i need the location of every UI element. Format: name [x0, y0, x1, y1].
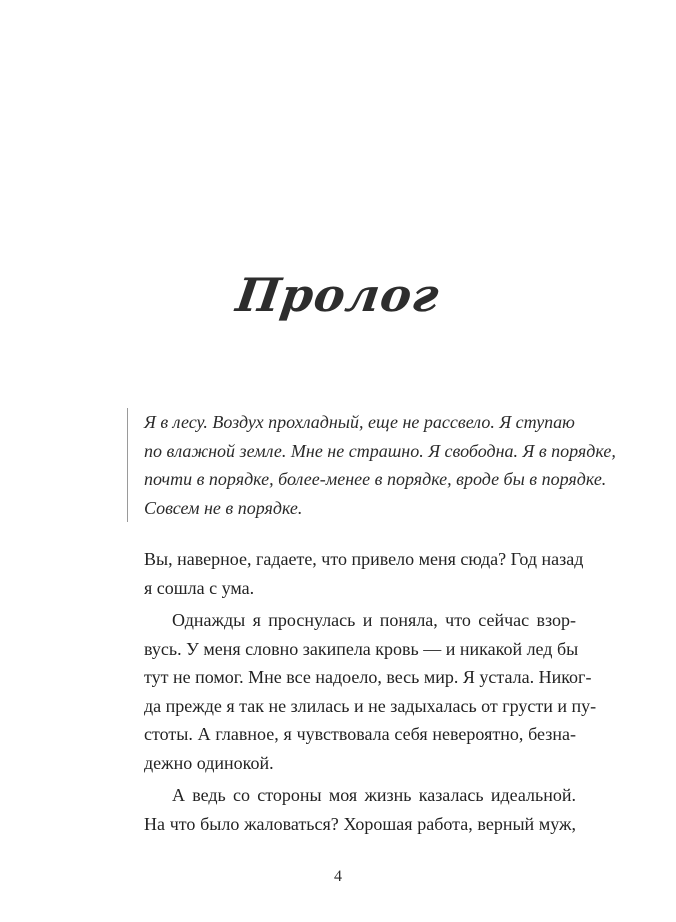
body-line: На что было жаловаться? Хорошая работа, верный муж,	[144, 813, 576, 834]
body-line: дежно одинокой.	[144, 752, 274, 773]
page-number: 4	[334, 868, 342, 885]
epigraph-line: по влажной земле. Мне не страшно. Я свободна. Я в порядке,	[144, 440, 616, 461]
body-line: Вы, наверное, гадаете, что привело меня сюда? Год назад	[144, 549, 584, 569]
epigraph	[127, 408, 616, 522]
epigraph-line: Я в лесу. Воздух прохладный, еще не рассвело. Я ступаю	[144, 412, 575, 432]
epigraph-line: Совсем не в порядке.	[144, 497, 303, 518]
chapter-title: Пролог	[232, 268, 444, 322]
body-line: стоты. А главное, я чувствовала себя невероятно, безна-	[144, 724, 576, 744]
body-line: Однажды я проснулась и поняла, что сейчас взор-	[172, 610, 576, 630]
body-line: А ведь со стороны моя жизнь казалась идеальной.	[172, 785, 576, 805]
body-text	[144, 545, 597, 838]
epigraph-line: почти в порядке, более-менее в порядке, вроде бы в порядке.	[144, 469, 607, 489]
body-line: да прежде я так не злилась и не задыхалась от грусти и пу-	[144, 695, 597, 716]
body-line: тут не помог. Мне все надоело, весь мир. Я устала. Никог-	[144, 667, 592, 687]
body-line: вусь. У меня словно закипела кровь — и никакой лед бы	[144, 638, 579, 659]
body-line: я сошла с ума.	[144, 577, 255, 598]
